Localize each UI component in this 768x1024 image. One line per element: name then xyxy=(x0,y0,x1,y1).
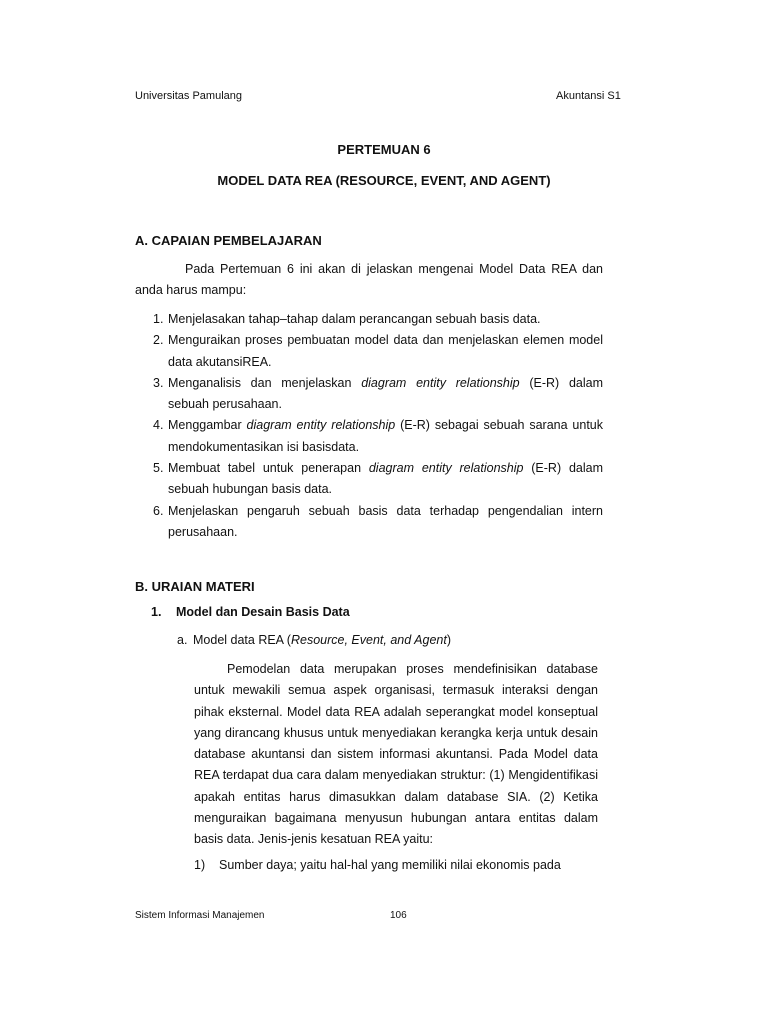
objective-item: 4. Menggambar diagram entity relationship (E-R) sebagai sebuah sarana untuk mendokumentasikan isi basisdata. xyxy=(153,418,604,454)
section-a-heading: A. CAPAIAN PEMBELAJARAN xyxy=(135,233,322,248)
section-a-intro: Pada Pertemuan 6 ini akan di jelaskan mengenai Model Data REA dan anda harus mampu: xyxy=(135,262,603,298)
objective-item: 3. Menganalisis dan menjelaskan diagram entity relationship (E-R) dalam sebuah perusahaan. xyxy=(153,375,603,412)
objectives-list xyxy=(135,309,603,543)
topic-title: MODEL DATA REA (RESOURCE, EVENT, AND AGENT) xyxy=(217,173,551,188)
sub-subsection-title: a. Model data REA (Resource, Event, and Agent) xyxy=(177,633,452,647)
rea-paragraph: Pemodelan data merupakan proses mendefinisikan database untuk mewakili semua aspek organisasi, termasuk interaksi dengan pihak eksternal. Model data REA adalah seperangkat model konseptual yang dirancang khusus untuk menyediakan kerangka kerja untuk desain database akuntansi dan sistem informasi akuntansi. Pada Model data REA terdapat dua cara dalam menyediakan struktur: (1) Mengidentifikasi apakah entitas harus dimasukkan dalam database SIA. (2) Ketika menguraikan bagaimana menyusun hubungan antara entitas dalam basis data. Jenis-jenis kesatuan REA yaitu: xyxy=(194,662,598,847)
header-program: Akuntansi S1 xyxy=(556,90,621,102)
meeting-title: PERTEMUAN 6 xyxy=(337,142,431,157)
subsection-title: 1. Model dan Desain Basis Data xyxy=(151,605,350,619)
objective-item: 2. Menguraikan proses pembuatan model data dan menjelaskan elemen model data akutansiREA. xyxy=(153,333,603,369)
objective-item: 1. Menjelasakan tahap–tahap dalam perancangan sebuah basis data. xyxy=(153,312,541,326)
section-b-heading: B. URAIAN MATERI xyxy=(135,579,255,594)
header-university: Universitas Pamulang xyxy=(135,90,242,102)
objective-item: 5. Membuat tabel untuk penerapan diagram entity relationship (E-R) dalam sebuah hubungan basis data. xyxy=(153,461,603,497)
footer-course: Sistem Informasi Manajemen xyxy=(135,910,265,921)
rea-entity-item: 1) Sumber daya; yaitu hal-hal yang memiliki nilai ekonomis pada xyxy=(194,858,561,872)
objective-item: 6. Menjelaskan pengaruh sebuah basis data terhadap pengendalian intern perusahaan. xyxy=(153,503,603,539)
page-number: 106 xyxy=(390,910,407,921)
